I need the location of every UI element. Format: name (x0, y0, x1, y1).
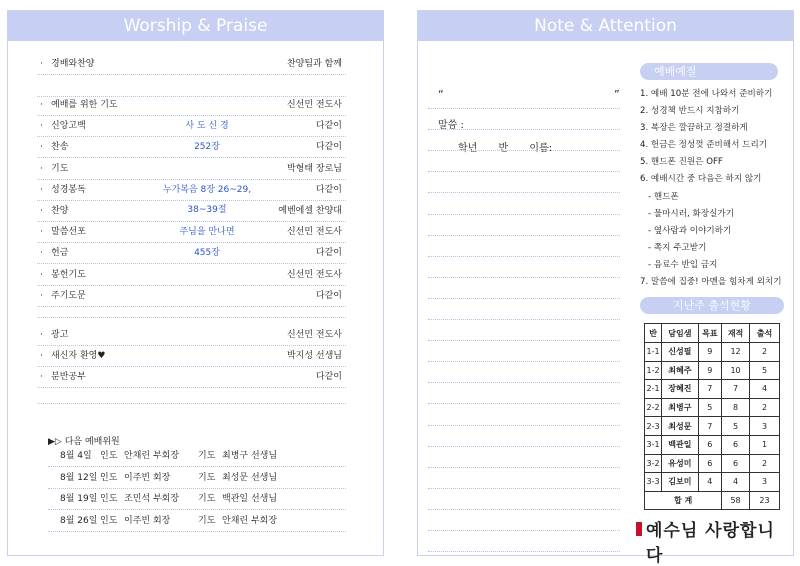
divider (37, 403, 346, 404)
quote-close: ” (614, 88, 620, 101)
order-row (37, 95, 346, 116)
etiquette-rule: - 음료수 반입 금지 (648, 259, 718, 270)
attendance-row (645, 473, 780, 492)
attendance-cell: 3-2 (645, 454, 662, 473)
note-line (428, 340, 620, 341)
attendance-total-enrolled: 58 (722, 491, 750, 510)
attendance-cell: 최성문 (662, 417, 698, 436)
bullet: · (40, 248, 43, 259)
order-item: 말씀선포 (51, 227, 86, 238)
next-date: 8월 4일 (60, 451, 92, 461)
attendance-cell: 6 (722, 435, 750, 454)
order-leader: 다같이 (315, 290, 342, 301)
etiquette-title: 예배예절 (640, 63, 778, 80)
attendance-cell: 3 (749, 473, 779, 492)
class-label: 반 (498, 143, 509, 154)
name-label: 이름: (529, 143, 553, 154)
note-line (428, 446, 620, 447)
next-date: 8월 26일 (60, 515, 98, 526)
attendance-header-cell: 출석 (749, 324, 779, 343)
bullet: · (40, 330, 43, 340)
order-detail: 252장 (194, 142, 220, 153)
next-date: 8월 19일 (60, 494, 98, 504)
attendance-cell: 2-3 (645, 417, 662, 436)
note-line (428, 361, 620, 362)
order-leader: 다같이 (315, 372, 342, 382)
order-leader: 찬양팀과 함께 (286, 59, 342, 69)
bullet: · (40, 206, 43, 216)
attendance-cell: 7 (698, 417, 722, 436)
order-leader: 다같이 (315, 121, 342, 132)
order-leader: 신선민 전도사 (286, 100, 342, 110)
signature-logo (630, 516, 790, 566)
bullet: · (40, 121, 43, 132)
attendance-cell: 10 (722, 361, 750, 380)
next-pray: 최성문 선생님 (222, 472, 278, 483)
next-committee-row (48, 468, 346, 489)
note-line (428, 382, 620, 383)
note-line (428, 214, 620, 215)
worship-title: Worship & Praise (8, 11, 383, 41)
order-row (37, 325, 346, 346)
attendance-total-present: 23 (749, 491, 779, 510)
next-committee-title: ▶▷ 다음 예배위원 (48, 437, 120, 447)
attendance-header-cell: 담임샘 (662, 324, 698, 343)
next-committee-row (48, 446, 346, 467)
note-title: Note & Attention (418, 11, 793, 41)
attendance-total-row (645, 491, 780, 510)
etiquette-rule: 6. 예배시간 중 다음은 하지 않기 (640, 174, 762, 185)
order-row (37, 116, 346, 137)
etiquette-rule: 5. 핸드폰 진원은 OFF (640, 157, 723, 168)
order-leader: 박형태 장로님 (286, 163, 342, 174)
divider (37, 317, 346, 318)
next-lead-label: 인도 (100, 472, 118, 483)
order-row (37, 159, 346, 180)
note-line (428, 530, 620, 531)
order-leader: 다같이 (315, 142, 342, 153)
order-row (37, 222, 346, 243)
attendance-cell: 1 (749, 435, 779, 454)
student-info-line (458, 139, 568, 154)
attendance-cell: 최혜주 (662, 361, 698, 380)
next-lead: 이주빈 회장 (124, 472, 171, 483)
attendance-cell: 2 (749, 398, 779, 417)
etiquette-rule: 2. 성경책 반드시 지참하기 (640, 106, 740, 117)
next-date: 8월 12일 (60, 472, 98, 483)
attendance-cell: 2-2 (645, 398, 662, 417)
etiquette-rule: 7. 말씀에 집중! 아멘을 힘차게 외치기 (640, 277, 782, 288)
order-row (37, 243, 346, 264)
order-row (37, 54, 346, 75)
attendance-cell: 2-1 (645, 380, 662, 399)
attendance-cell: 7 (698, 380, 722, 399)
etiquette-rules (640, 86, 790, 291)
attendance-cell: 유성미 (662, 454, 698, 473)
note-line (428, 277, 620, 278)
bullet: · (40, 227, 43, 238)
attendance-header-row (645, 324, 780, 343)
next-pray-label: 기도 (198, 494, 216, 504)
etiquette-rule: - 옆사람과 이야기하기 (648, 225, 732, 236)
attendance-cell: 김보미 (662, 473, 698, 492)
note-line (428, 319, 620, 320)
next-lead: 이주빈 회장 (124, 515, 171, 526)
note-line (428, 298, 620, 299)
order-item: 성경봉독 (51, 184, 86, 195)
attendance-cell: 8 (722, 398, 750, 417)
attendance-cell: 백관일 (662, 435, 698, 454)
order-item: 분반공부 (51, 372, 86, 382)
order-row (37, 346, 346, 367)
order-detail: 455장 (194, 248, 220, 259)
order-item: 예배를 위한 기도 (51, 100, 118, 110)
attendance-row (645, 361, 780, 380)
order-item: 주기도문 (51, 290, 86, 301)
note-line (428, 256, 620, 257)
order-leader: 신선민 전도사 (286, 227, 342, 238)
attendance-cell: 5 (722, 417, 750, 436)
attendance-header-cell: 재적 (722, 324, 750, 343)
attendance-total-label: 합 계 (645, 491, 722, 510)
etiquette-rule: - 물마시러, 화장실가기 (648, 208, 735, 219)
attendance-row (645, 343, 780, 362)
etiquette-rule: - 핸드폰 (648, 191, 679, 202)
attendance-cell: 6 (698, 454, 722, 473)
attendance-cell: 3-1 (645, 435, 662, 454)
order-row (37, 286, 346, 307)
bullet: · (40, 290, 43, 301)
order-row (37, 201, 346, 222)
order-row (37, 137, 346, 158)
quote-open: “ (438, 88, 444, 101)
attendance-header-cell: 목표 (698, 324, 722, 343)
order-leader: 신선민 전도사 (286, 269, 342, 280)
note-line (428, 192, 620, 193)
order-item: 찬송 (51, 142, 69, 153)
note-line (428, 467, 620, 468)
next-pray-label: 기도 (198, 515, 216, 526)
bullet: · (40, 351, 43, 361)
note-line (428, 150, 620, 151)
attendance-table (644, 323, 780, 510)
bullet: · (40, 59, 43, 69)
next-lead-label: 인도 (100, 494, 118, 504)
note-line (428, 235, 620, 236)
order-row (37, 367, 346, 388)
note-line (428, 425, 620, 426)
next-pray: 안채린 부회장 (222, 515, 278, 526)
note-line (428, 171, 620, 172)
order-leader: 다같이 (315, 248, 342, 259)
order-item: 새신자 환영♥ (51, 351, 106, 361)
note-line (428, 403, 620, 404)
attendance-cell: 최병구 (662, 398, 698, 417)
seal-mark (636, 522, 642, 536)
attendance-cell: 12 (722, 343, 750, 362)
etiquette-rule: - 쪽지 주고받기 (648, 242, 707, 253)
order-leader: 신선민 전도사 (286, 330, 342, 340)
bullet: · (40, 163, 43, 174)
attendance-row (645, 380, 780, 399)
note-line (428, 509, 620, 510)
signature-text: 예수님 사랑합니다 (646, 521, 775, 566)
attendance-cell: 장혜진 (662, 380, 698, 399)
order-item: 헌금 (51, 248, 69, 259)
attendance-cell: 1-1 (645, 343, 662, 362)
next-lead-label: 인도 (100, 451, 118, 461)
order-row (37, 265, 346, 286)
next-committee-row (48, 489, 346, 510)
next-pray-label: 기도 (198, 451, 216, 461)
next-lead: 조민석 부회장 (124, 494, 180, 504)
grade-label: 학년 (458, 143, 478, 154)
note-line (428, 551, 620, 552)
attendance-cell: 3-3 (645, 473, 662, 492)
attendance-header-cell: 반 (645, 324, 662, 343)
order-item: 기도 (51, 163, 69, 174)
order-item: 경배와찬양 (51, 59, 95, 69)
bullet: · (40, 269, 43, 280)
attendance-cell: 2 (749, 343, 779, 362)
note-line (428, 488, 620, 489)
bullet: · (40, 142, 43, 153)
next-pray: 백관일 선생님 (222, 494, 278, 504)
attendance-row (645, 417, 780, 436)
bullet: · (40, 100, 43, 110)
next-pray: 최병구 선생님 (222, 451, 278, 461)
attendance-row (645, 398, 780, 417)
attendance-cell: 6 (698, 435, 722, 454)
attendance-cell: 6 (722, 454, 750, 473)
sermon-label: 말씀 : (438, 120, 464, 131)
etiquette-rule: 3. 복장은 깔끔하고 정결하게 (640, 123, 748, 134)
etiquette-rule: 4. 헌금은 정성껏 준비해서 드리기 (640, 140, 768, 151)
order-detail: 사 도 신 경 (185, 121, 229, 132)
order-leader: 박지성 선생님 (286, 351, 342, 361)
attendance-cell: 3 (749, 417, 779, 436)
attendance-cell: 9 (698, 361, 722, 380)
next-lead: 안채린 부회장 (124, 451, 180, 461)
order-leader: 다같이 (315, 184, 342, 195)
note-line (428, 108, 620, 109)
next-pray-label: 기도 (198, 472, 216, 483)
bullet: · (40, 372, 43, 382)
attendance-cell: 4 (698, 473, 722, 492)
attendance-cell: 5 (698, 398, 722, 417)
order-detail: 주님을 만나면 (179, 227, 235, 238)
note-line (428, 129, 620, 130)
order-item: 신앙고백 (51, 121, 86, 132)
etiquette-rule: 1. 예배 10분 전에 나와서 준비하기 (640, 89, 773, 99)
order-item: 찬양 (51, 206, 69, 216)
next-committee-row (48, 511, 346, 532)
order-item: 광고 (51, 330, 69, 340)
attendance-cell: 4 (749, 380, 779, 399)
attendance-cell: 5 (749, 361, 779, 380)
attendance-row (645, 435, 780, 454)
attendance-cell: 신성필 (662, 343, 698, 362)
attendance-cell: 7 (722, 380, 750, 399)
attendance-cell: 1-2 (645, 361, 662, 380)
attendance-cell: 2 (749, 454, 779, 473)
order-item: 봉헌기도 (51, 269, 86, 280)
attendance-title: 지난주 출석현황 (640, 297, 784, 314)
next-lead-label: 인도 (100, 515, 118, 526)
attendance-cell: 9 (698, 343, 722, 362)
attendance-row (645, 454, 780, 473)
attendance-cell: 4 (722, 473, 750, 492)
order-detail: 누가복음 8장 26~29, 38~39절 (162, 184, 252, 215)
order-leader: 예벤에셀 찬양대 (278, 206, 342, 216)
bullet: · (40, 184, 43, 195)
